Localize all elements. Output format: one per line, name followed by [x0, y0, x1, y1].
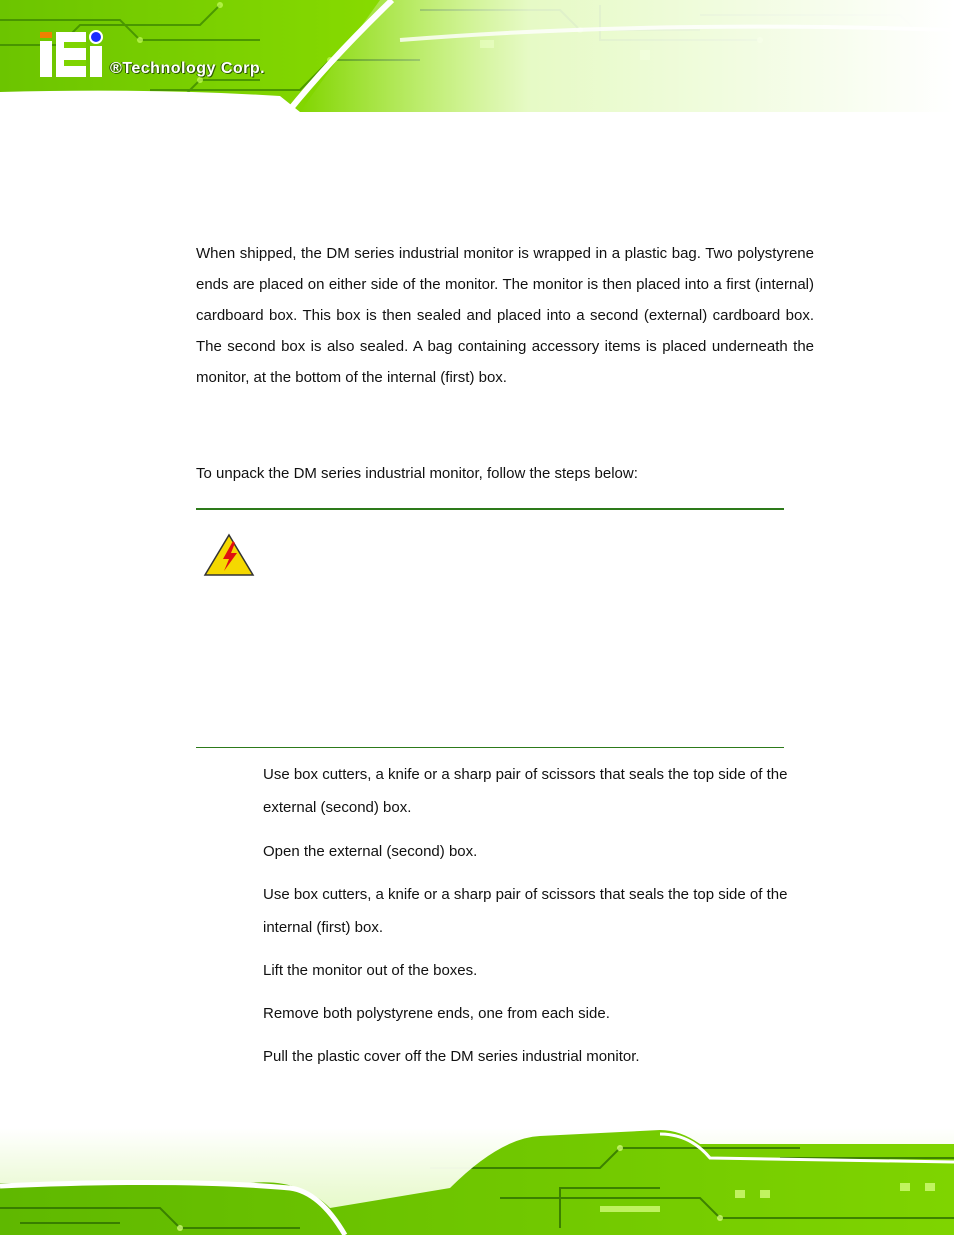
- footer-circuit-graphic: [0, 1128, 954, 1235]
- circuit-board-graphic: [0, 0, 954, 112]
- step-4: Lift the monitor out of the boxes.: [263, 962, 478, 979]
- shipping-description: When shipped, the DM series industrial monitor is wrapped in a plastic bag. Two polystyrene ends are placed on either side of the monitor. The monitor is then placed into a first (internal) cardboard box. This box is then sealed and placed into a second (external) cardboard box. The second box is also sealed. A bag containing accessory items is placed underneath the monitor, at the bottom of the internal (first) box.: [196, 245, 814, 386]
- steps-intro: To unpack the DM series industrial monitor, follow the steps below:: [196, 465, 638, 482]
- header-banner: [0, 0, 954, 112]
- warning-icon: [203, 533, 255, 577]
- step-6: Pull the plastic cover off the DM series industrial monitor.: [263, 1048, 640, 1065]
- warning-top-rule: [196, 508, 784, 510]
- step-1: Use box cutters, a knife or a sharp pair of scissors that seals the top side of the external (second) box.: [263, 766, 788, 816]
- step-3: Use box cutters, a knife or a sharp pair of scissors that seals the top side of the internal (first) box.: [263, 886, 788, 936]
- warning-bottom-rule: [196, 747, 784, 748]
- company-name: ®Technology Corp.: [110, 60, 266, 77]
- step-5: Remove both polystyrene ends, one from each side.: [263, 1005, 610, 1022]
- footer-banner: [0, 1128, 954, 1235]
- step-2: Open the external (second) box.: [263, 843, 478, 860]
- iei-logo: [40, 31, 102, 77]
